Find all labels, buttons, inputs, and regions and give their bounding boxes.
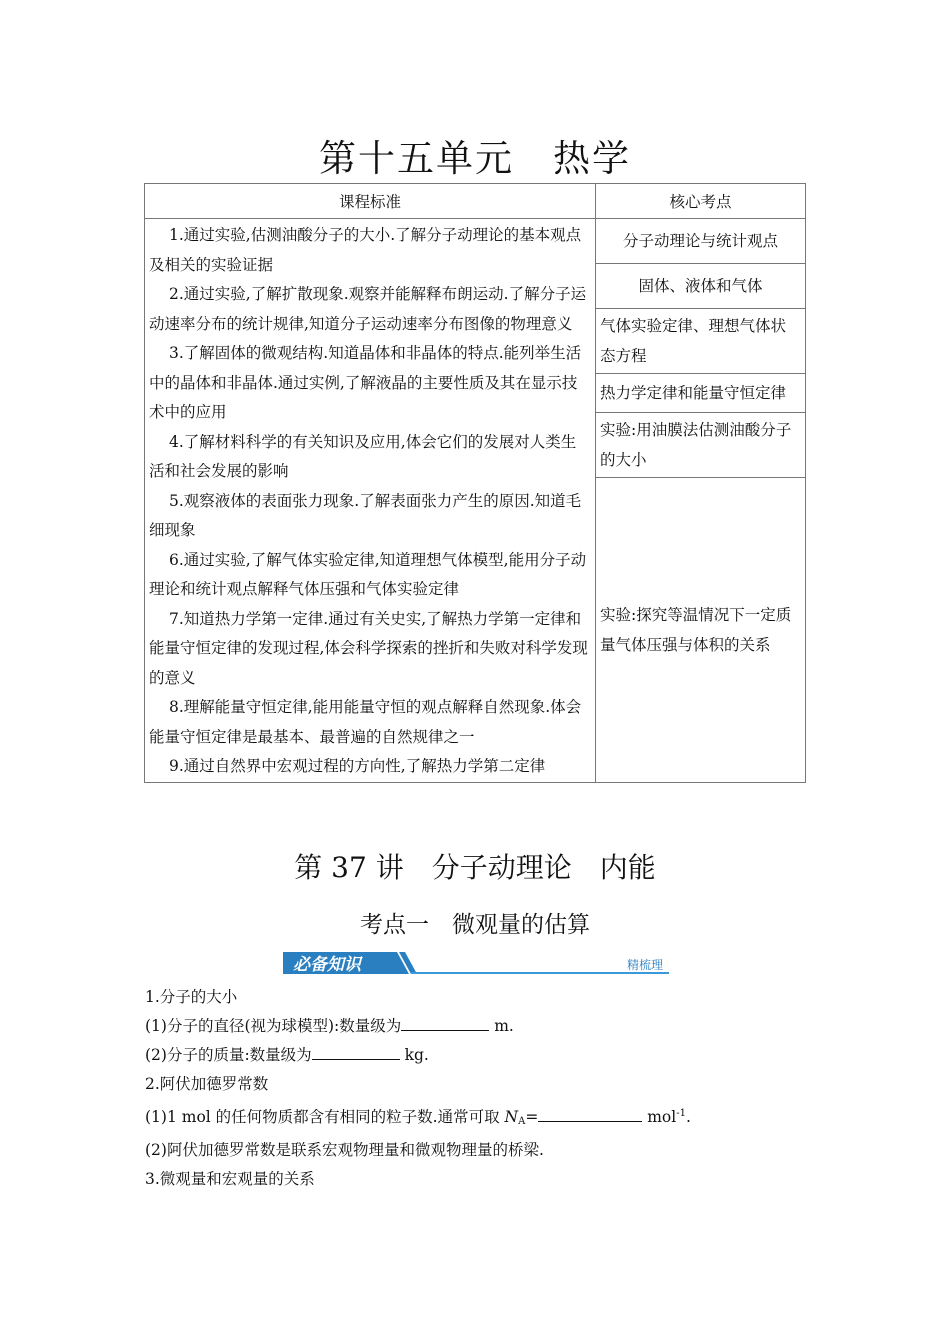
heading-molecule-size: 1.分子的大小 (145, 988, 238, 1006)
standard-item: 1.通过实验,估测油酸分子的大小.了解分子动理论的基本观点及相关的实验证据 (149, 226, 582, 274)
banner-tag: 精梳理 (627, 958, 664, 972)
line-diameter: (1)分子的直径(视为球模型):数量级为 m. (145, 1017, 514, 1035)
standard-item: 3.了解固体的微观结构.知道晶体和非晶体的特点.能列举生活中的晶体和非晶体.通过实例,了解液晶的主要性质及其在显示技术中的应用 (149, 344, 582, 421)
core-point: 分子动理论与统计观点 (596, 219, 806, 264)
line-avogadro-bridge: (2)阿伏加德罗常数是联系宏观物理量和微观物理量的桥梁. (145, 1141, 544, 1159)
heading-avogadro: 2.阿伏加德罗常数 (145, 1075, 269, 1093)
fill-blank-mass[interactable] (312, 1044, 400, 1060)
point-title: 考点一 微观量的估算 (360, 912, 590, 938)
core-point: 热力学定律和能量守恒定律 (596, 374, 806, 413)
curriculum-table (144, 183, 806, 783)
core-point: 固体、液体和气体 (596, 264, 806, 309)
standard-item: 9.通过自然界中宏观过程的方向性,了解热力学第二定律 (169, 757, 546, 775)
standards-cell (145, 219, 596, 783)
standard-item: 6.通过实验,了解气体实验定律,知道理想气体模型,能用分子动理论和统计观点解释气体压强和气体实验定律 (149, 550, 587, 598)
banner-label: 必备知识 (293, 955, 361, 975)
fill-blank-diameter[interactable] (401, 1015, 489, 1031)
fill-blank-avogadro[interactable] (538, 1106, 642, 1122)
knowledge-body (145, 983, 691, 1194)
line-avogadro-value: (1)1 mol 的任何物质都含有相同的粒子数.通常可取 $N_A= mol^{-1}$. (145, 1108, 691, 1127)
table-header-row (145, 184, 806, 219)
standard-item: 5.观察液体的表面张力现象.了解表面张力产生的原因.知道毛细现象 (149, 491, 582, 539)
header-standards: 课程标准 (145, 184, 596, 219)
standard-item: 4.了解材料科学的有关知识及应用,体会它们的发展对人类生活和社会发展的影响 (149, 432, 577, 480)
heading-micro-macro: 3.微观量和宏观量的关系 (145, 1170, 315, 1188)
core-point: 实验:探究等温情况下一定质量气体压强与体积的关系 (596, 478, 806, 783)
core-point: 气体实验定律、理想气体状态方程 (596, 309, 806, 374)
line-mass: (2)分子的质量:数量级为 kg. (145, 1046, 429, 1064)
knowledge-banner (283, 950, 683, 976)
standard-item: 8.理解能量守恒定律,能用能量守恒的观点解释自然现象.体会能量守恒定律是最基本、最普遍的自然规律之一 (149, 698, 582, 746)
core-point: 实验:用油膜法估测油酸分子的大小 (596, 413, 806, 478)
header-core-points: 核心考点 (596, 184, 806, 219)
unit-title: 第十五单元 热学 (319, 137, 631, 180)
standard-item: 7.知道热力学第一定律.通过有关史实,了解热力学第一定律和能量守恒定律的发现过程,体会科学探索的挫折和失败对科学发现的意义 (149, 609, 588, 687)
standard-item: 2.通过实验,了解扩散现象.观察并能解释布朗运动.了解分子运动速率分布的统计规律,知道分子运动速率分布图像的物理意义 (149, 285, 587, 333)
lecture-title: 第 37 讲 分子动理论 内能 (294, 851, 656, 884)
